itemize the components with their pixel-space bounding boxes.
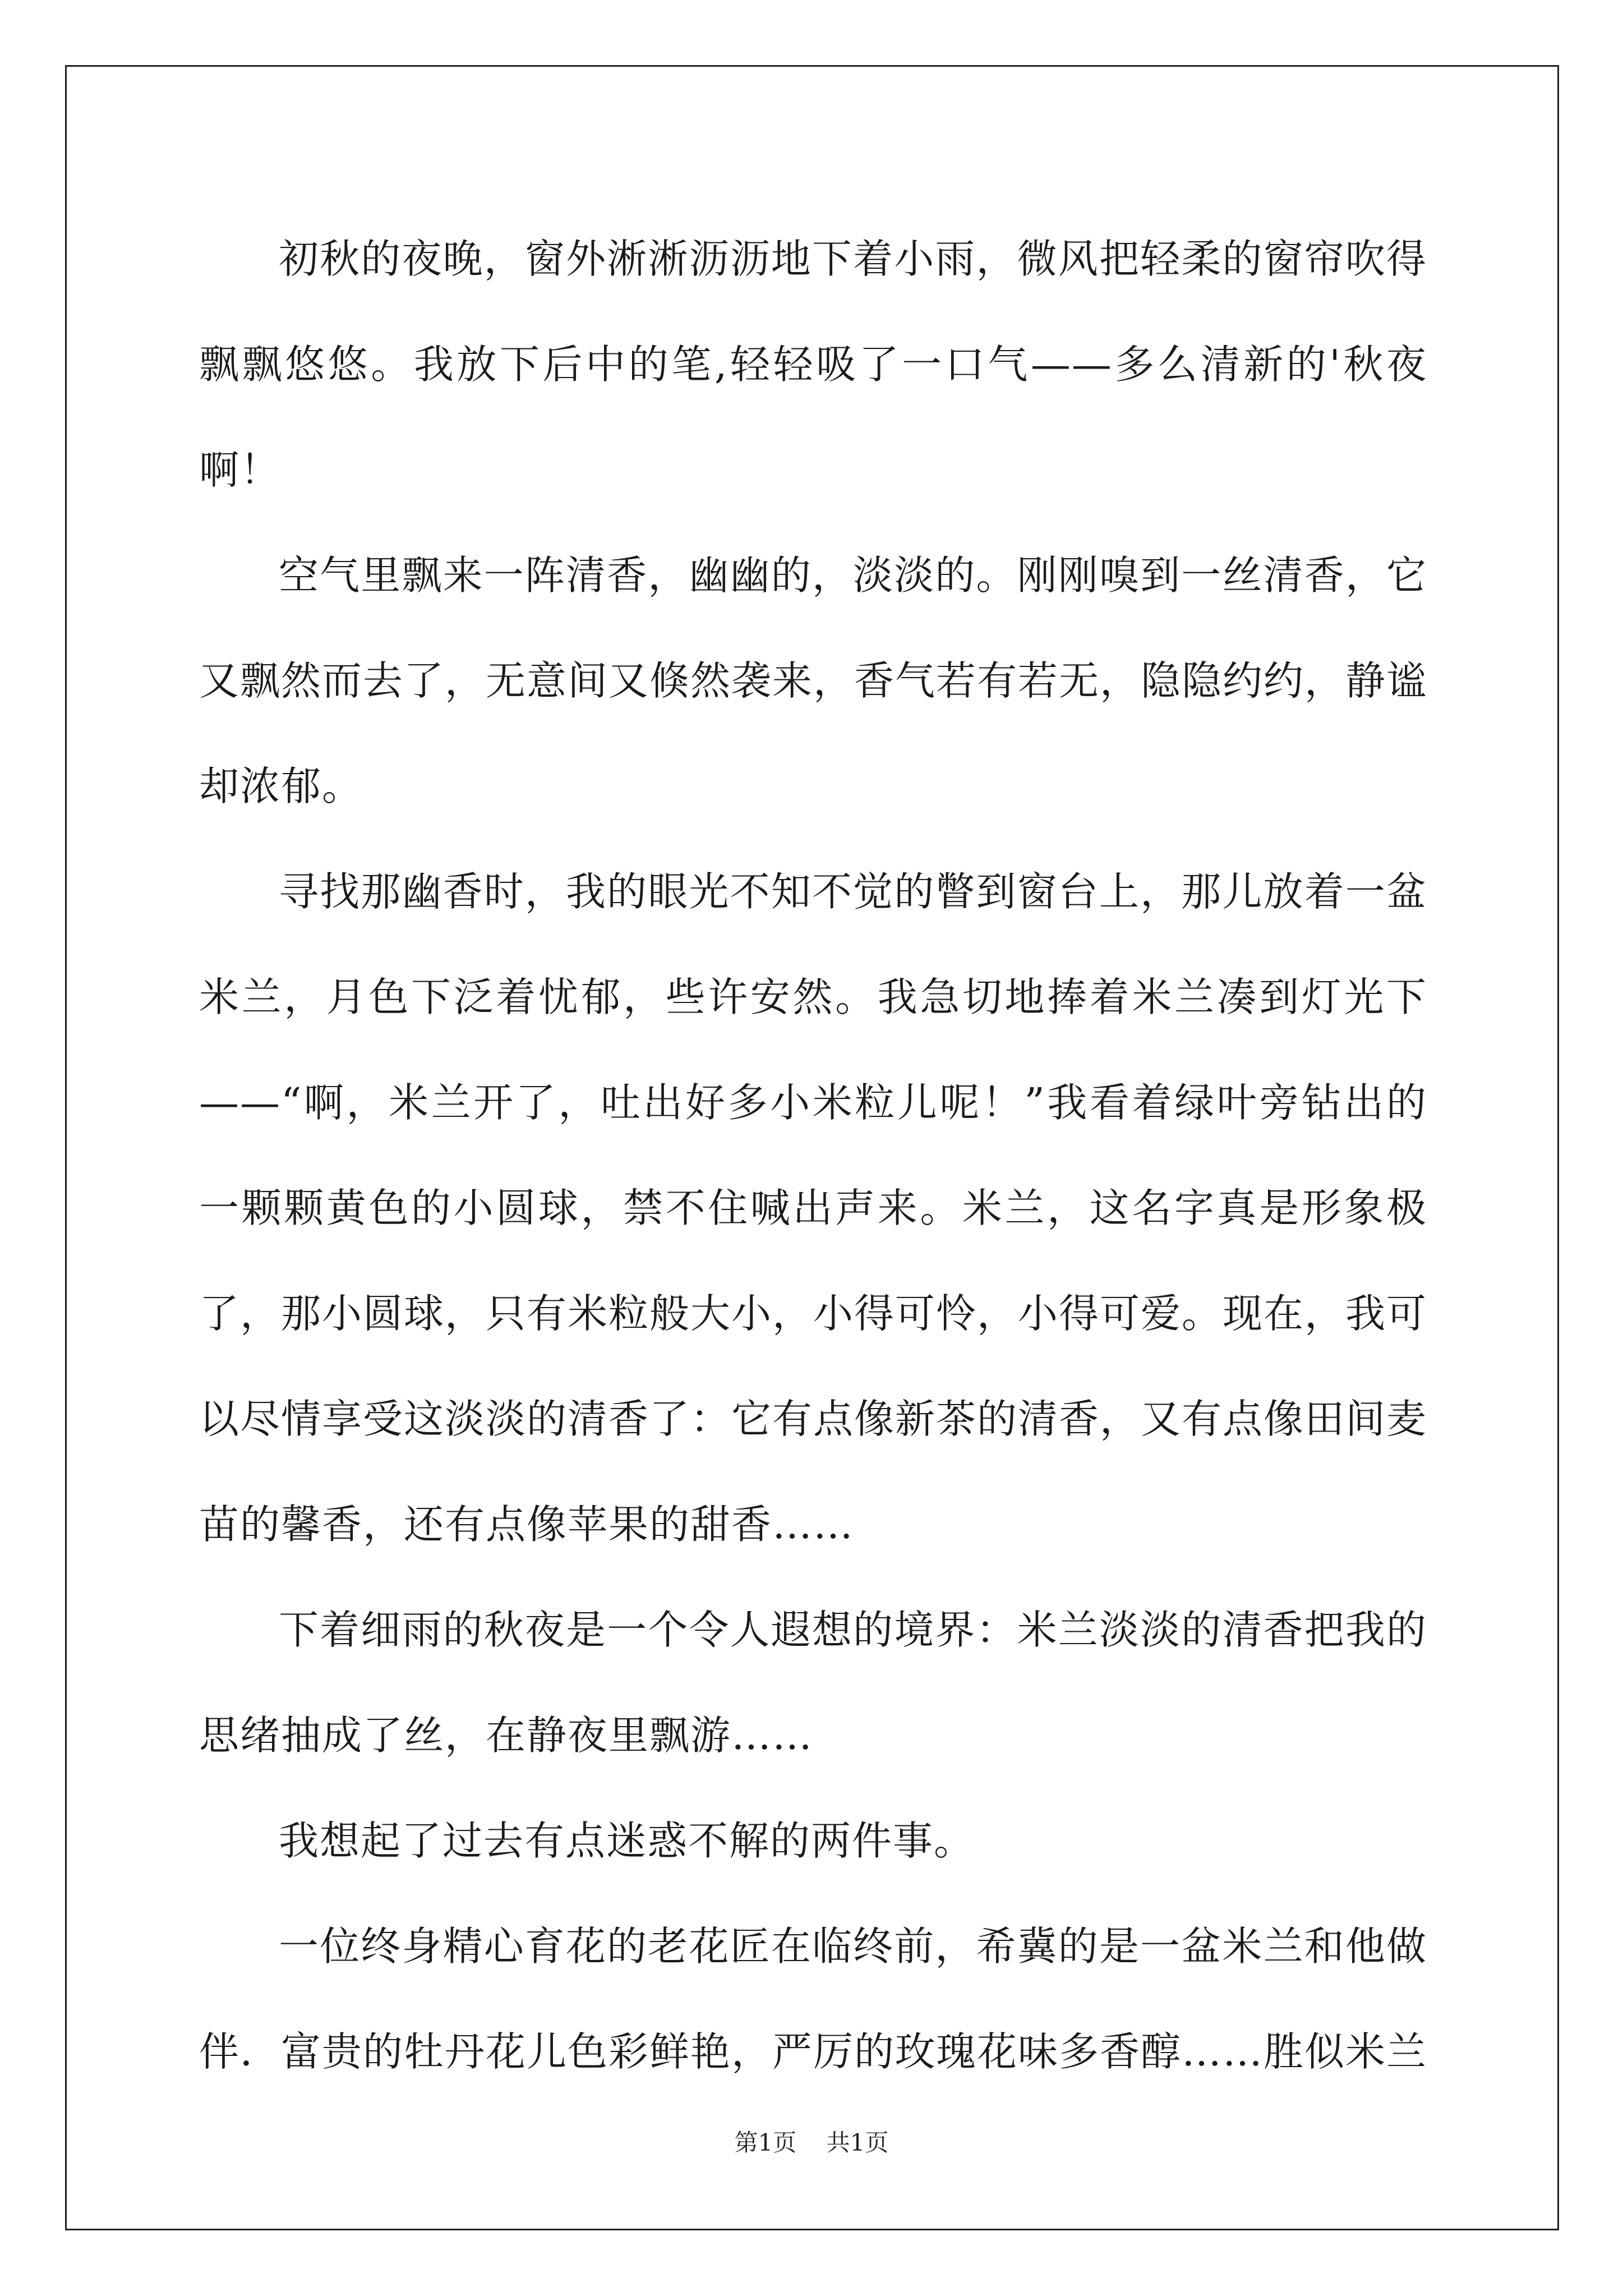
page-total-label: 共1页 bbox=[826, 2129, 889, 2156]
paragraph-5: 我想起了过去有点迷惑不解的两件事。 bbox=[279, 1818, 975, 1864]
document-body bbox=[199, 206, 1427, 2105]
paragraph-6: 一位终身精心育花的老花匠在临终前，希冀的是一盆米兰和他做伴．富贵的牡丹花儿色彩鲜艳，严厉的玫瑰花味多香醇……胜似米兰 bbox=[199, 1923, 1428, 2075]
page-footer bbox=[0, 2126, 1623, 2160]
paragraph-4: 下着细雨的秋夜是一个令人遐想的境界：米兰淡淡的清香把我的思绪抽成了丝，在静夜里飘游…… bbox=[199, 1607, 1427, 1759]
paragraph-1: 初秋的夜晚，窗外淅淅沥沥地下着小雨，微风把轻柔的窗帘吹得飘飘悠悠。我放下后中的笔,轻轻吸了一口气——多么清新的'秋夜啊！ bbox=[199, 236, 1427, 493]
paragraph-3: 寻找那幽香时，我的眼光不知不觉的瞥到窗台上，那儿放着一盆米兰，月色下泛着忧郁，些许安然。我急切地捧着米兰凑到灯光下——“啊，米兰开了，吐出好多小米粒儿呢！”我看着绿叶旁钻出的一颗颗黄色的小圆球，禁不住喊出声来。米兰，这名字真是形象极了，那小圆球，只有米粒般大小，小得可怜，小得可爱。现在，我可以尽情享受这淡淡的清香了：它有点像新茶的清香，又有点像田间麦苗的馨香，还有点像苹果的甜香…… bbox=[199, 868, 1428, 1548]
page-number-label: 第1页 bbox=[734, 2129, 797, 2156]
paragraph-2: 空气里飘来一阵清香，幽幽的，淡淡的。刚刚嗅到一丝清香，它又飘然而去了，无意间又倏然袭来，香气若有若无，隐隐约约，静谧却浓郁。 bbox=[199, 552, 1428, 809]
